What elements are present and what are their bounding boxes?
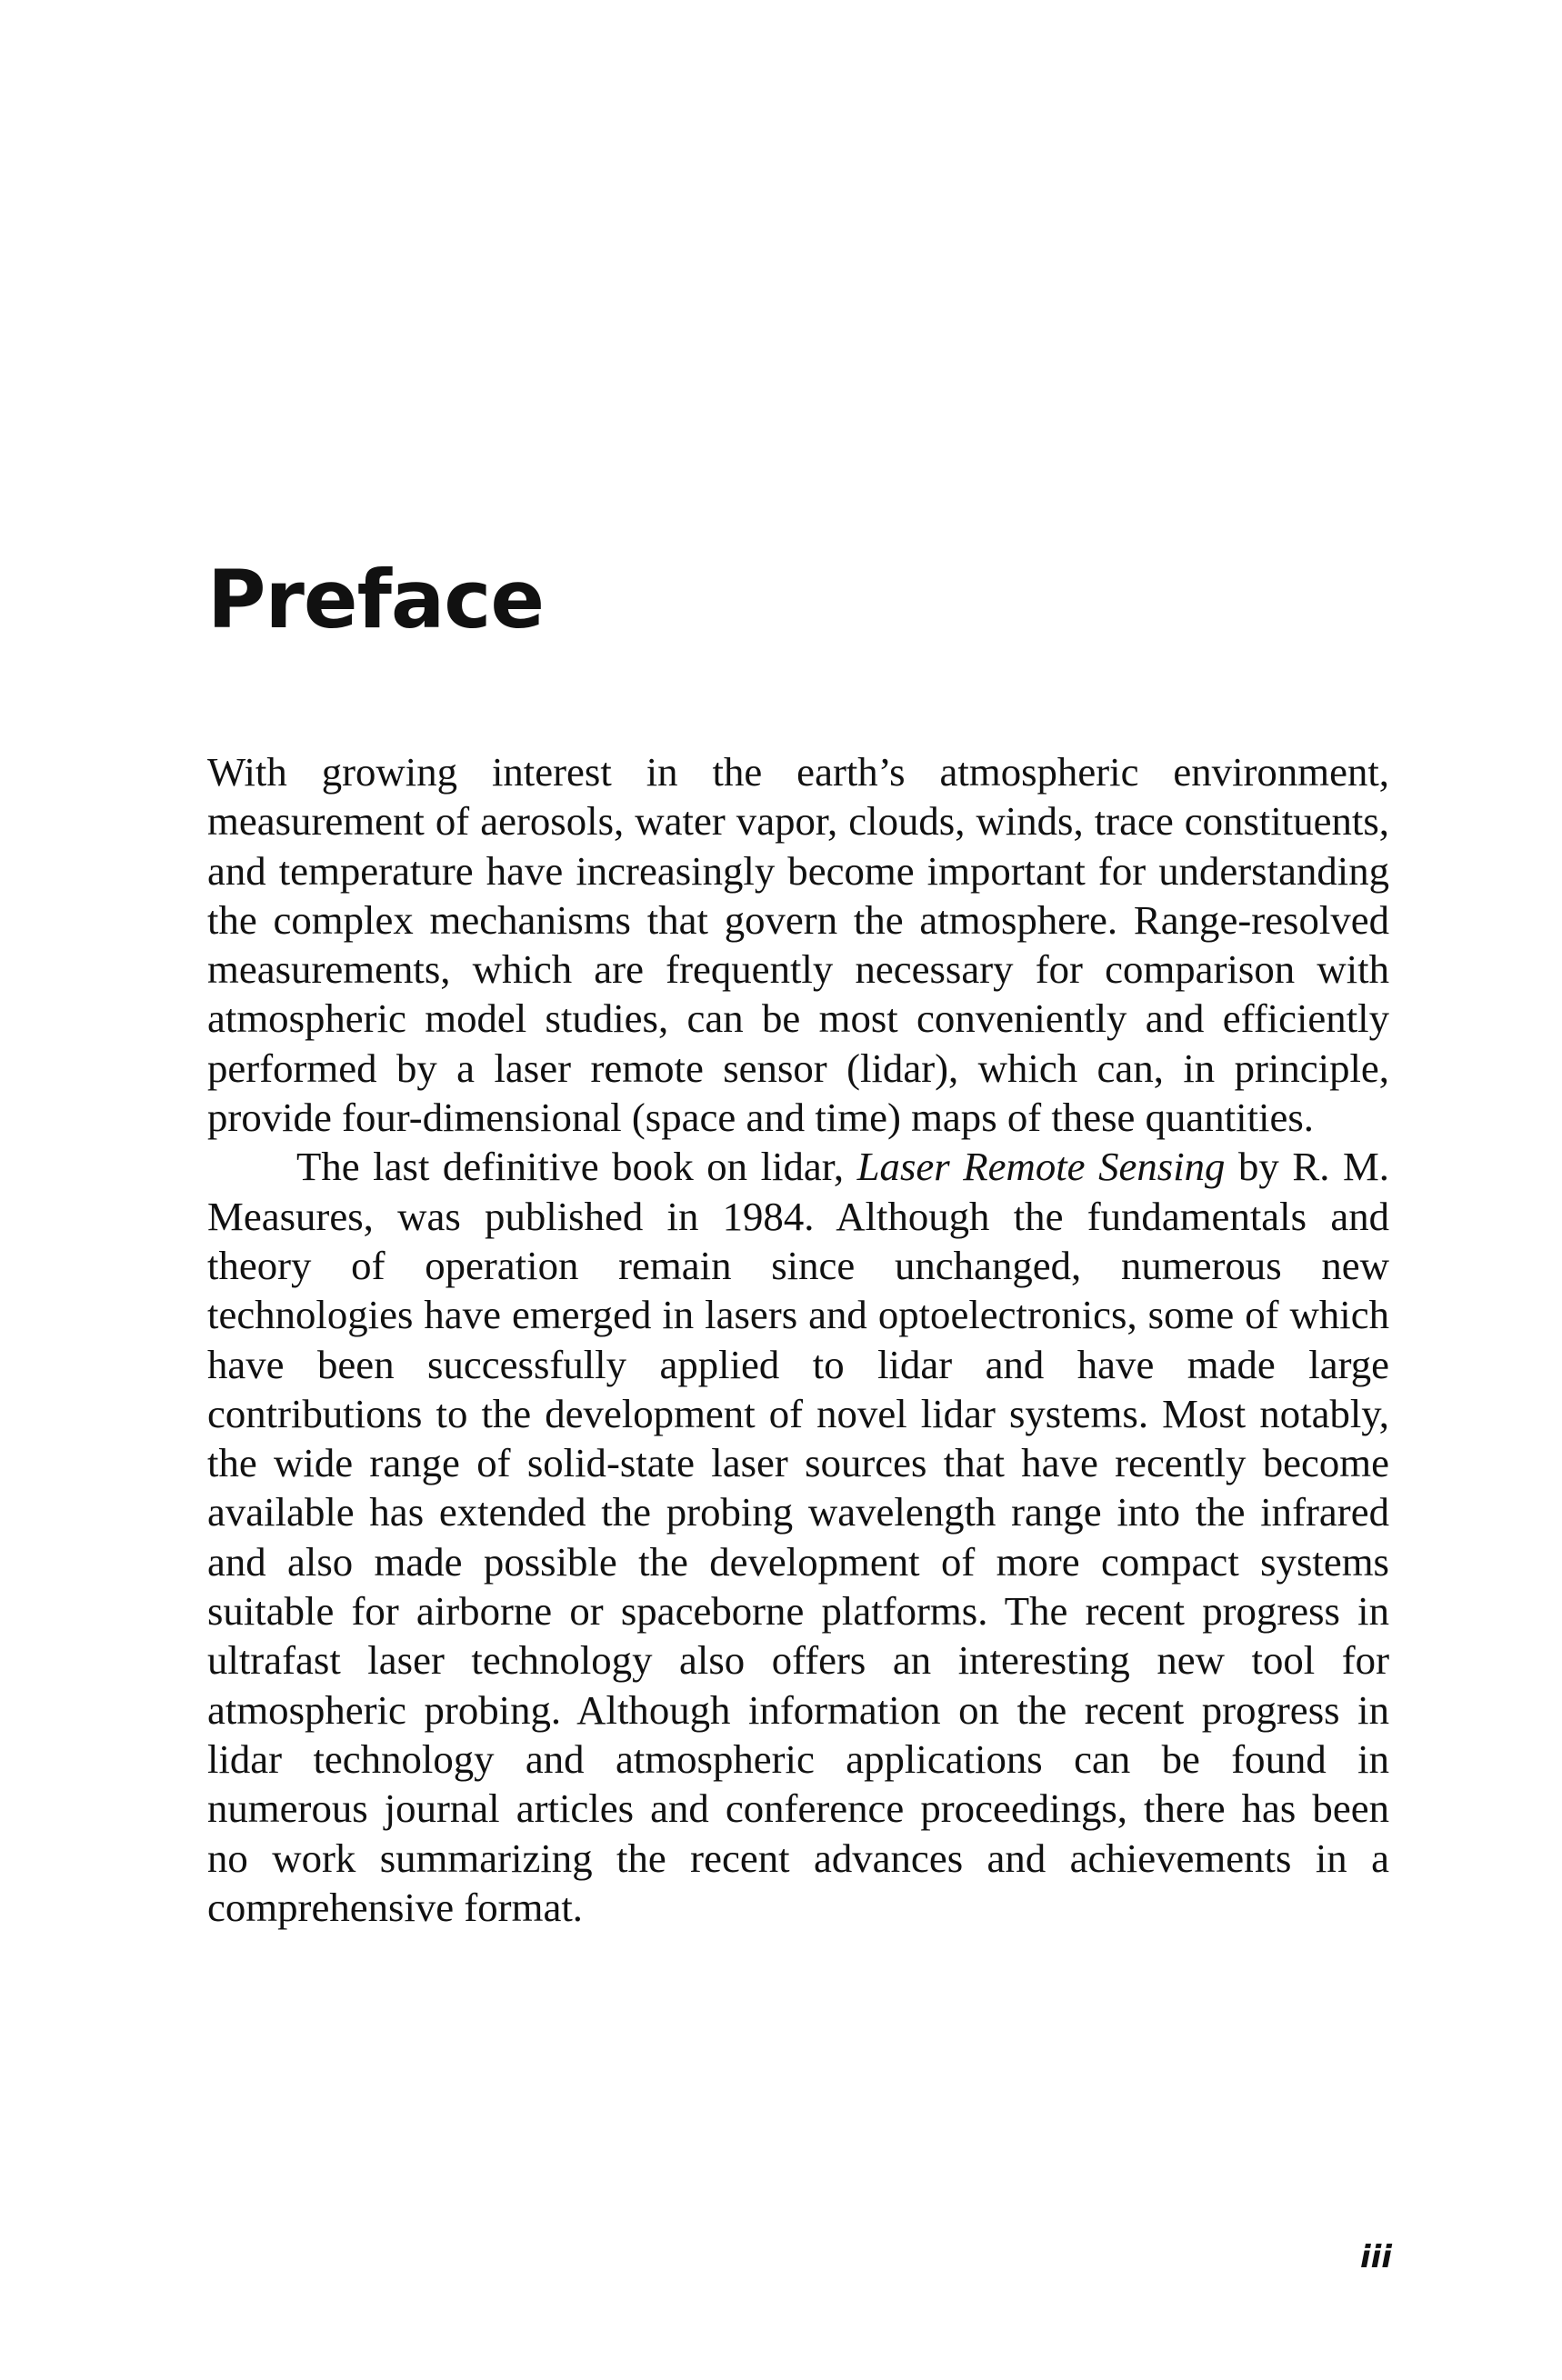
- book-title: Laser Remote Sensing: [856, 1144, 1226, 1190]
- page-title: Preface: [207, 553, 545, 646]
- preface-body: [207, 747, 1389, 1932]
- paragraph-2: [207, 1142, 1389, 1932]
- paragraph-2-rest: by R. M. Measures, was published in 1984. Although the fundamentals and theory of operation remain since unchanged, numerous new technologies have emerged in lasers and optoelectronics, some of which have been successfully applied to lidar and have made large contributions to the development of novel lidar systems. Most notably, the wide range of solid-state laser sources that have recently become available has extended the probing wavelength range into the infrared and also made possible the development of more compact systems suitable for airborne or spaceborne platforms. The recent progress in ultrafast laser technology also offers an interesting new tool for atmospheric probing. Although information on the recent progress in lidar technology and atmospheric applications can be found in numerous journal articles and conference proceedings, there has been no work summarizing the recent advances and achievements in a comprehensive format.: [207, 1144, 1389, 1930]
- page-number: iii: [1360, 2239, 1392, 2275]
- paragraph-2-intro: The last definitive book on lidar,: [296, 1144, 857, 1190]
- paragraph-1: With growing interest in the earth’s atmospheric environment, measurement of aerosols, water vapor, clouds, winds, trace constituents, and temperature have increasingly become important for understanding the complex mechanisms that govern the atmosphere. Range-resolved measurements, which are frequently necessary for comparison with atmospheric model studies, can be most conveniently and efficiently performed by a laser remote sensor (lidar), which can, in principle, provide four-dimensional (space and time) maps of these quantities.: [207, 749, 1389, 1141]
